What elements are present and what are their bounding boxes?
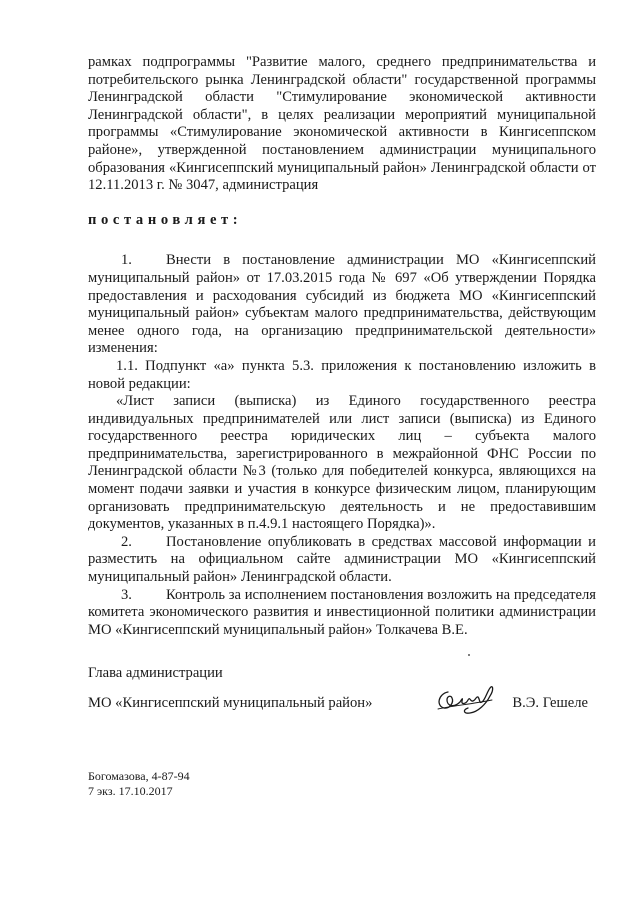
handwritten-signature-icon [432,682,504,716]
signatory-title-line-1: Глава администрации [88,665,223,681]
document-body [88,54,596,639]
signature-area [432,682,588,712]
item-1 [88,252,596,358]
executor-line: Богомазова, 4-87-94 [88,769,190,783]
signature-line [88,682,588,712]
item-1-1: 1.1. Подпункт «а» пункта 5.3. приложения к постановлению изложить в новой редакции: [88,357,596,392]
item-2-text: Постановление опубликовать в средствах массовой информации и разместить на официальном сайте администрации МО «Кингисеппский муниципальный район» Ленинградской области. [88,533,596,586]
item-2 [88,534,596,587]
resolution-heading: постановляет: [88,211,243,228]
copies-line: 7 экз. 17.10.2017 [88,784,173,798]
item-1-1-quote: «Лист записи (выписка) из Единого государственного реестра индивидуальных предпринимателей или лист записи (выписка) из Единого государственного реестра юридических лиц – субъекта малого предпринимательства, зарегистрированного в межрайонной ФНС России по Ленинградской области №3 (только для победителей конкурса, являющихся на момент подачи заявки и участия в конкурсе физическим лицом, планирующим организовать предпринимательскую деятельность и не предоставившим документов, указанных в п.4.9.1 настоящего Порядка)». [88,393,596,533]
signature-block [88,664,588,712]
item-1-number: 1. [121,252,132,269]
signatory-name: В.Э. Гешеле [512,695,588,711]
footer-notes [88,769,190,799]
signatory-title-line-2: МО «Кингисеппский муниципальный район» [88,695,373,711]
scan-speck [468,654,470,656]
item-1-text: Внести в постановление администрации МО «Кингисеппский муниципальный район» от 17.03.2015 года № 697 «Об утверждении Порядка предоставления и расходования субсидий из бюджета МО «Кингисеппский муниципальный район» субъектам малого предпринимательства, действующим менее одного года, на организацию предпринимательской деятельности» изменения: [88,252,596,357]
intro-paragraph: рамках подпрограммы "Развитие малого, среднего предпринимательства и потребительского рынка Ленинградской области" государственной программы Ленинградской области "Стимулирование экономической активности Ленинградской области", в целях реализации мероприятий муниципальной программы «Стимулирование экономической активности в Кингисеппском районе», утвержденной постановлением администрации муниципального образования «Кингисеппский муниципальный район» Ленинградской области от 12.11.2013 г. № 3047, администрация [88,54,596,194]
item-2-number: 2. [121,533,132,550]
item-3-text: Контроль за исполнением постановления возложить на председателя комитета экономического развития и инвестиционной политики администрации МО «Кингисеппский муниципальный район» Толкачева В.Е. [88,586,596,638]
item-3-number: 3. [121,586,132,603]
item-3 [88,587,596,640]
